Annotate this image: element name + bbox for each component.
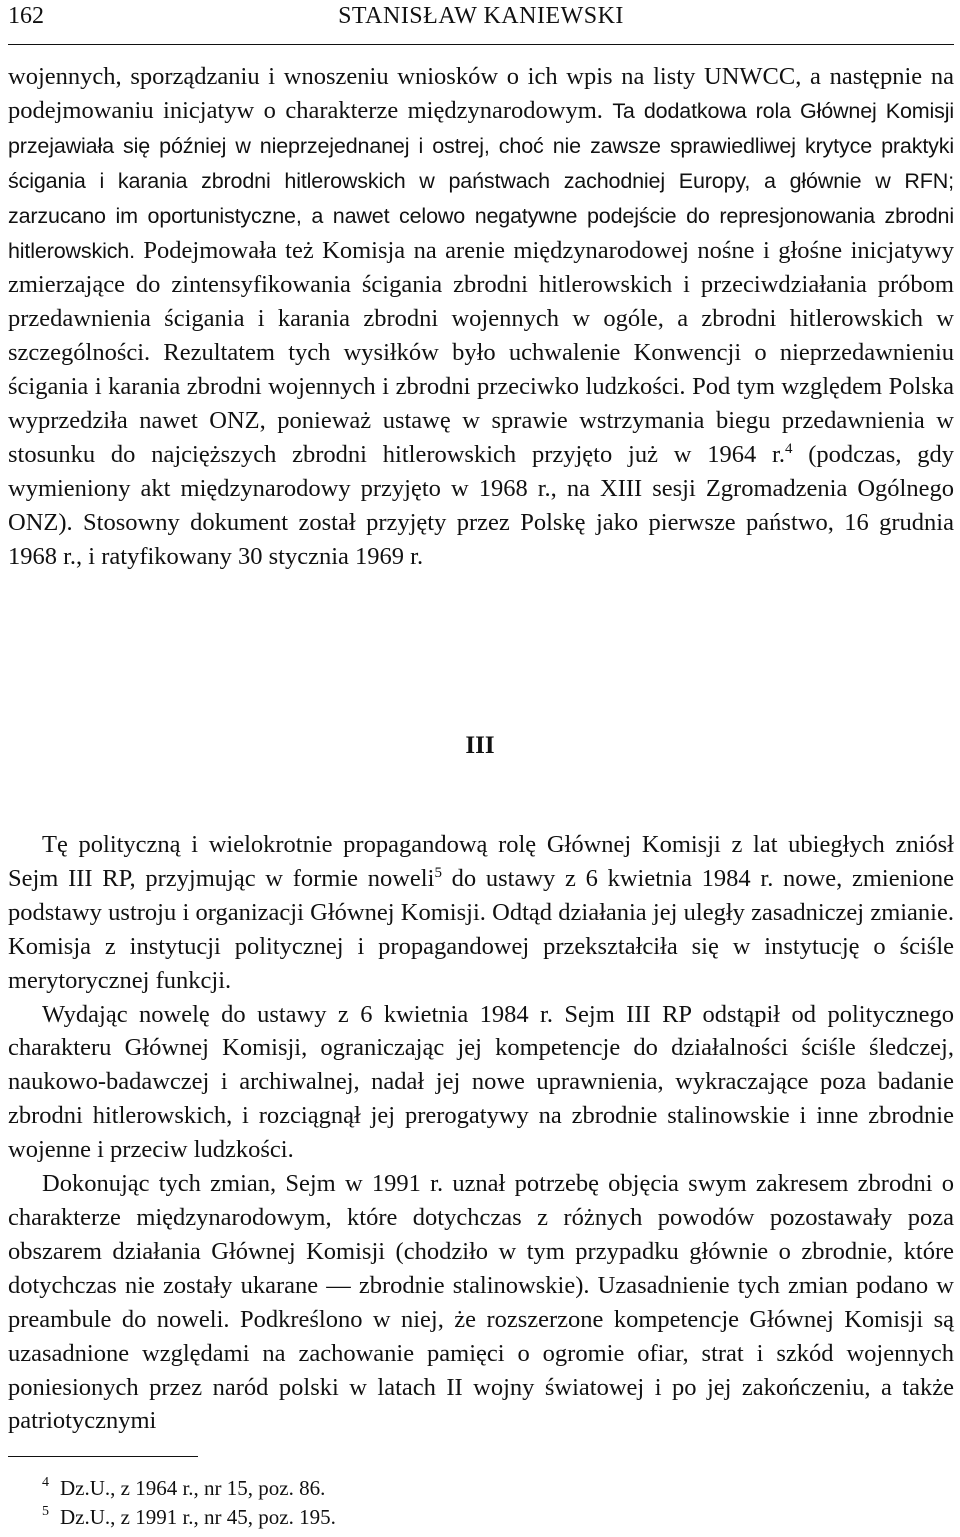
paragraph-1-part-1: wojennych, sporządzaniu i wnoszeniu wniosków o ich wpis na listy UNWCC, a następnie na podejmowaniu inicjatyw o charakterze międzynarodowym.	[8, 63, 954, 124]
footnotes	[8, 1474, 954, 1532]
paragraph-1-sans-segment: Ta dodatkowa rola Głównej Komisji przejawiała się później w nieprzejednanej i ostrej, choć nie zawsze sprawiedliwej krytyce praktyki ścigania i karania zbrodni hitlerowskich w państwach zachodniej Europy, a głównie w RFN; zarzucano im oportunistyczne, a nawet celowo negatywne podejście do represjonowania zbrodni hitlerowskich.	[8, 98, 955, 263]
running-head-author: STANISŁAW KANIEWSKI	[338, 3, 624, 29]
footnote-4-text: Dz.U., z 1964 r., nr 15, poz. 86.	[60, 1476, 326, 1500]
footnote-4	[8, 1474, 954, 1503]
section-heading: III	[465, 732, 495, 759]
page-header	[8, 0, 954, 45]
footnote-5	[8, 1503, 954, 1532]
footnote-4-mark: 4	[42, 1475, 49, 1490]
paragraph-2	[8, 828, 954, 998]
text-block-top	[8, 60, 954, 574]
paragraph-1-part-4: (podczas, gdy wymieniony akt międzynarodowy przyjęto w 1968 r., na XIII sesji Zgromadzenia Ogólnego ONZ). Stosowny dokument został przyjęty przez Polskę jako pierwsze państwo, 16 grudnia 1968 r., i ratyfikowany 30 stycznia 1969 r.	[8, 440, 954, 570]
paragraph-3: Wydając nowelę do ustawy z 6 kwietnia 1984 r. Sejm III RP odstąpił od politycznego charakteru Głównej Komisji, ograniczając jej kompetencje do działalności ściśle śledczej, naukowo-badawczej i archiwalnej, nadał jej nowe uprawnienia, wykraczające poza badanie zbrodni hitlerowskich, i rozciągnął jej prerogatywy na zbrodnie stalinowskie i inne zbrodnie wojenne i przeciw ludzkości.	[8, 1000, 954, 1164]
paragraph-1	[8, 60, 954, 574]
paragraph-2-part-1: Tę polityczną i wielokrotnie propagandową rolę Głównej Komisji z lat ubiegłych zniósł Sejm III RP, przyjmując w formie noweli	[8, 831, 954, 892]
paragraph-1-part-3: Podejmowała też Komisja na arenie międzynarodowej nośne i głośne inicjatywy zmierzające do zintensyfikowania ścigania zbrodni hitlerowskich i przeciwdziałania próbom przedawnienia ścigania i karania zbrodni wojennych w ogóle, a zbrodni hitlerowskich w szczególności. Rezultatem tych wysiłków było uchwalenie Konwencji o nieprzedawnieniu ścigania i karania zbrodni wojennych i zbrodni przeciwko ludzkości. Pod tym względem Polska wyprzedziła nawet ONZ, ponieważ ustawę w sprawie wstrzymania biegu przedawnienia w stosunku do najcięższych zbrodni hitlerowskich przyjęto już w 1964 r.	[8, 236, 955, 468]
footnote-divider	[8, 1456, 198, 1457]
footnote-5-mark: 5	[42, 1504, 49, 1519]
paragraph-4: Dokonując tych zmian, Sejm w 1991 r. uznał potrzebę objęcia swym zakresem zbrodni o charakterze międzynarodowym, które dotychczas z różnych powodów pozostawały poza obszarem działania Głównej Komisji (chodziło w tym przypadku głównie o zbrodnie, które dotychczas nie zostały ukarane — zbrodnie stalinowskie). Uzasadnienie tych zmian podano w preambule do noweli. Podkreślono w niej, że rozszerzone kompetencje Głównej Komisji są uzasadnione względami na zachowanie pamięci o ogromie ofiar, strat i szkód wojennych poniesionych przez naród polski w latach II wojny światowej i po jej zakończeniu, a także patriotycznymi	[8, 1170, 954, 1435]
page-number: 162	[8, 3, 44, 29]
text-block-bottom	[8, 828, 954, 1438]
footnote-ref-5[interactable]: 5	[434, 864, 442, 881]
footnote-5-text: Dz.U., z 1991 r., nr 45, poz. 195.	[60, 1505, 336, 1529]
paragraph-2-part-2: do ustawy z 6 kwietnia 1984 r. nowe, zmienione podstawy ustroju i organizacji Głównej Komisji. Odtąd działania jej uległy zasadniczej zmianie. Komisja z instytucji politycznej i propagandowej przekształciła się w instytucję o ściśle merytorycznej funkcji.	[8, 864, 955, 994]
footnote-ref-4[interactable]: 4	[784, 440, 793, 457]
